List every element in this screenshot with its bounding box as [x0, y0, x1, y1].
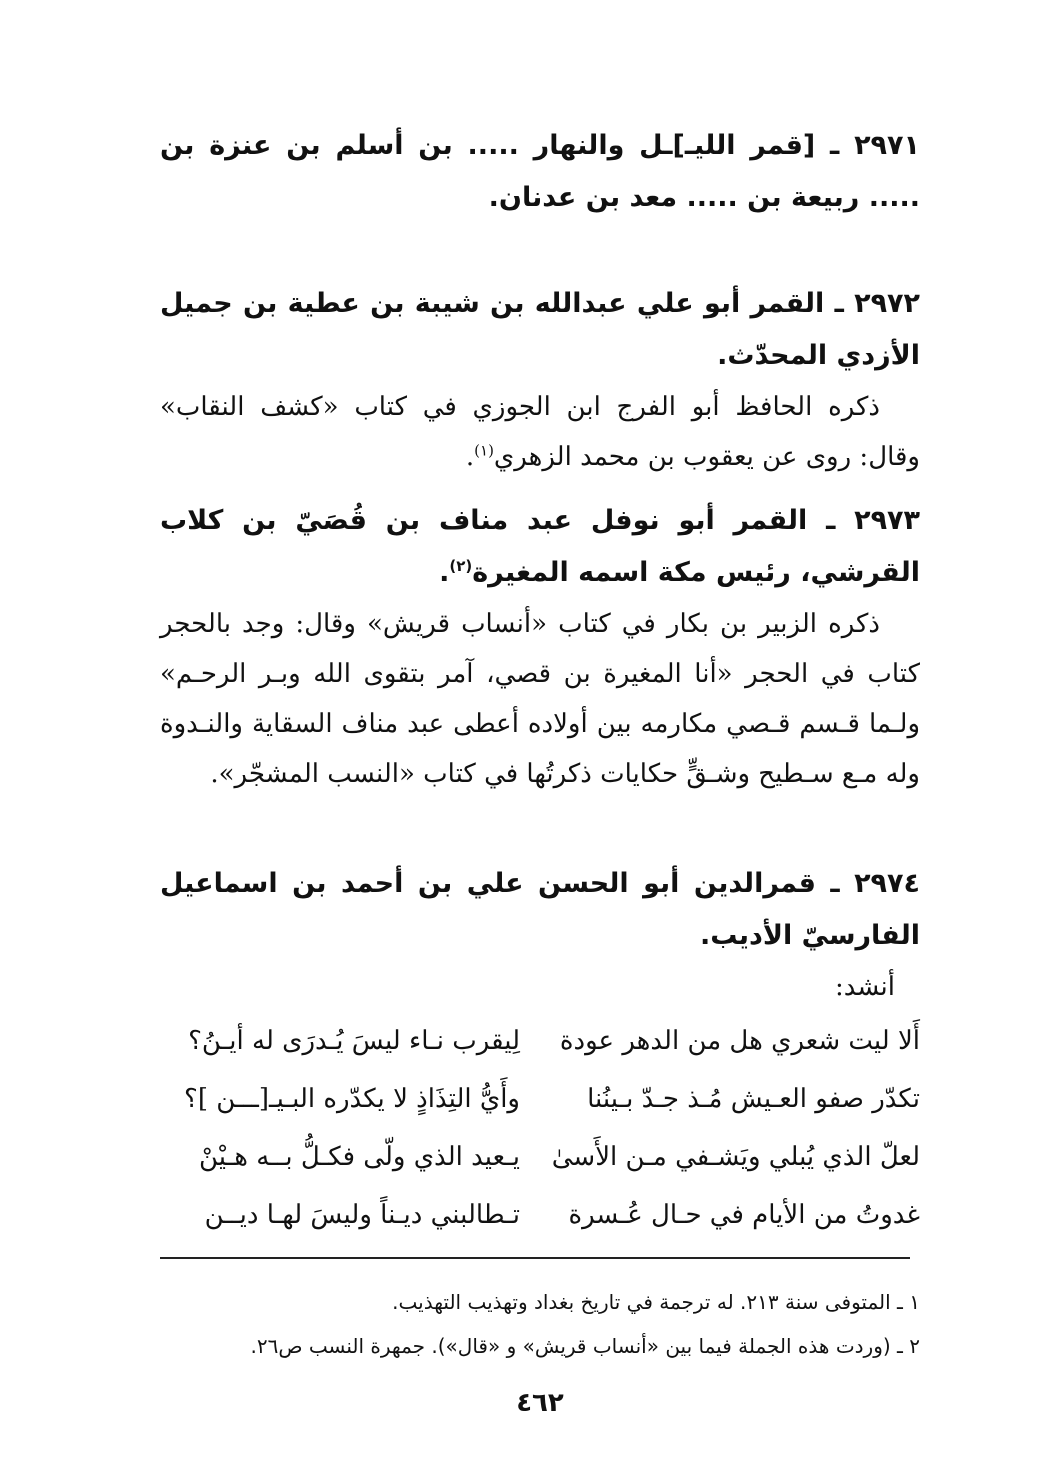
entry-title-text: قمرالدين أبو الحسن علي بن أحمد بن اسماعيل الفارسيّ الأديب.: [160, 868, 920, 951]
entry-body-text: ذكره الحافظ أبو الفرج ابن الجوزي في كتاب «كشف النقاب» وقال: روى عن يعقوب بن محمد الزهري: [160, 392, 920, 472]
verse-first-hemistich: غدوتُ من الأيام في حـال عُـسرة: [568, 1200, 920, 1230]
entry-title-end: .: [439, 557, 450, 588]
entry-number: ٢٩٧٤: [854, 868, 920, 899]
verse-second-hemistich: لِيقرب نـاء ليسَ يُـدرَى له أيـنُ؟: [188, 1026, 520, 1056]
entry-separator: ـ: [815, 868, 855, 899]
poem: [160, 1012, 920, 1244]
verse-second-hemistich: يـعيد الذي ولّى فكـلُّ بــه هـيْنْ: [199, 1142, 520, 1172]
poem-verse: [160, 1186, 920, 1244]
footnote: ١ ـ المتوفى سنة ٢١٣. له ترجمة في تاريخ بغداد وتهذيب التهذيب.: [392, 1290, 920, 1314]
footnote-ref: (٢): [449, 557, 473, 575]
entry-title-text: [قمر الليـ]ـل والنهار ..... بن أسلم بن عنزة بن ..... ربيعة بن ..... معد بن عدنان.: [160, 130, 920, 213]
footnote-divider: [160, 1257, 910, 1259]
verse-first-hemistich: تكدّر صفو العـيش مُـذ جـدّ بـينُنا: [587, 1084, 920, 1114]
entry-number: ٢٩٧١: [854, 130, 920, 161]
entry-2972: [160, 278, 920, 482]
entry-title-text: القمر أبو علي عبدالله بن شيبة بن عطية بن جميل الأزدي المحدّث.: [160, 288, 920, 371]
footnote: ٢ ـ (وردت هذه الجملة فيما بين «أنساب قريش» و «قال»). جمهرة النسب ص٢٦.: [250, 1334, 920, 1358]
verse-second-hemistich: وأَيُّ التِذَاذٍ لا يكدّره البـيـ[ـــن ]؟: [184, 1084, 520, 1114]
entry-separator: ـ: [815, 130, 855, 161]
entry-2973: [160, 495, 920, 799]
entry-title-text: القمر أبو نوفل عبد مناف بن قُصَيّ بن كلاب القرشي، رئيس مكة اسمه المغيرة: [160, 505, 920, 588]
entry-number: ٢٩٧٣: [854, 505, 921, 536]
verse-first-hemistich: لعلّ الذي يُبلي ويَشـفي مـن الأَسىٰ: [551, 1142, 920, 1172]
entry-title: [160, 495, 920, 599]
page-number: ٤٦٢: [516, 1388, 564, 1418]
entry-2971: [160, 120, 920, 224]
poem-verse: [160, 1128, 920, 1186]
entry-title: [160, 278, 920, 382]
footnotes: [160, 1280, 920, 1368]
entry-body-text: ذكره الزبير بن بكار في كتاب «أنساب قريش» وقال: وجد بالحجر كتاب في الحجر «أنا المغيرة بن قصي، آمر بتقوى الله وبـر الرحـم» ولـما قـسم قـصي مكارمه بين أولاده أعطى عبد مناف السقاية والنـدوة وله مـع سـطيح وشـقٍّ حكايات ذكرتُها في كتاب «النسب المشجّر».: [160, 609, 920, 789]
poem-verse: [160, 1070, 920, 1128]
poem-verse: [160, 1012, 920, 1070]
entry-separator: ـ: [807, 505, 855, 536]
entry-2974: [160, 858, 920, 1244]
poem-intro: أنشد:: [834, 972, 895, 1002]
entry-body: [160, 599, 920, 799]
verse-first-hemistich: أَلا ليت شعري هل من الدهر عودة: [559, 1026, 920, 1056]
book-page: [160, 0, 920, 1475]
entry-body-end: .: [465, 442, 475, 472]
footnote-ref: (١): [474, 441, 494, 460]
entry-number: ٢٩٧٢: [854, 288, 921, 319]
entry-title: [160, 120, 920, 224]
entry-title: [160, 858, 920, 962]
entry-separator: ـ: [824, 288, 855, 319]
verse-second-hemistich: تـطالبني ديـناً وليسَ لهـا ديــن: [204, 1200, 520, 1230]
entry-body: [160, 382, 920, 482]
